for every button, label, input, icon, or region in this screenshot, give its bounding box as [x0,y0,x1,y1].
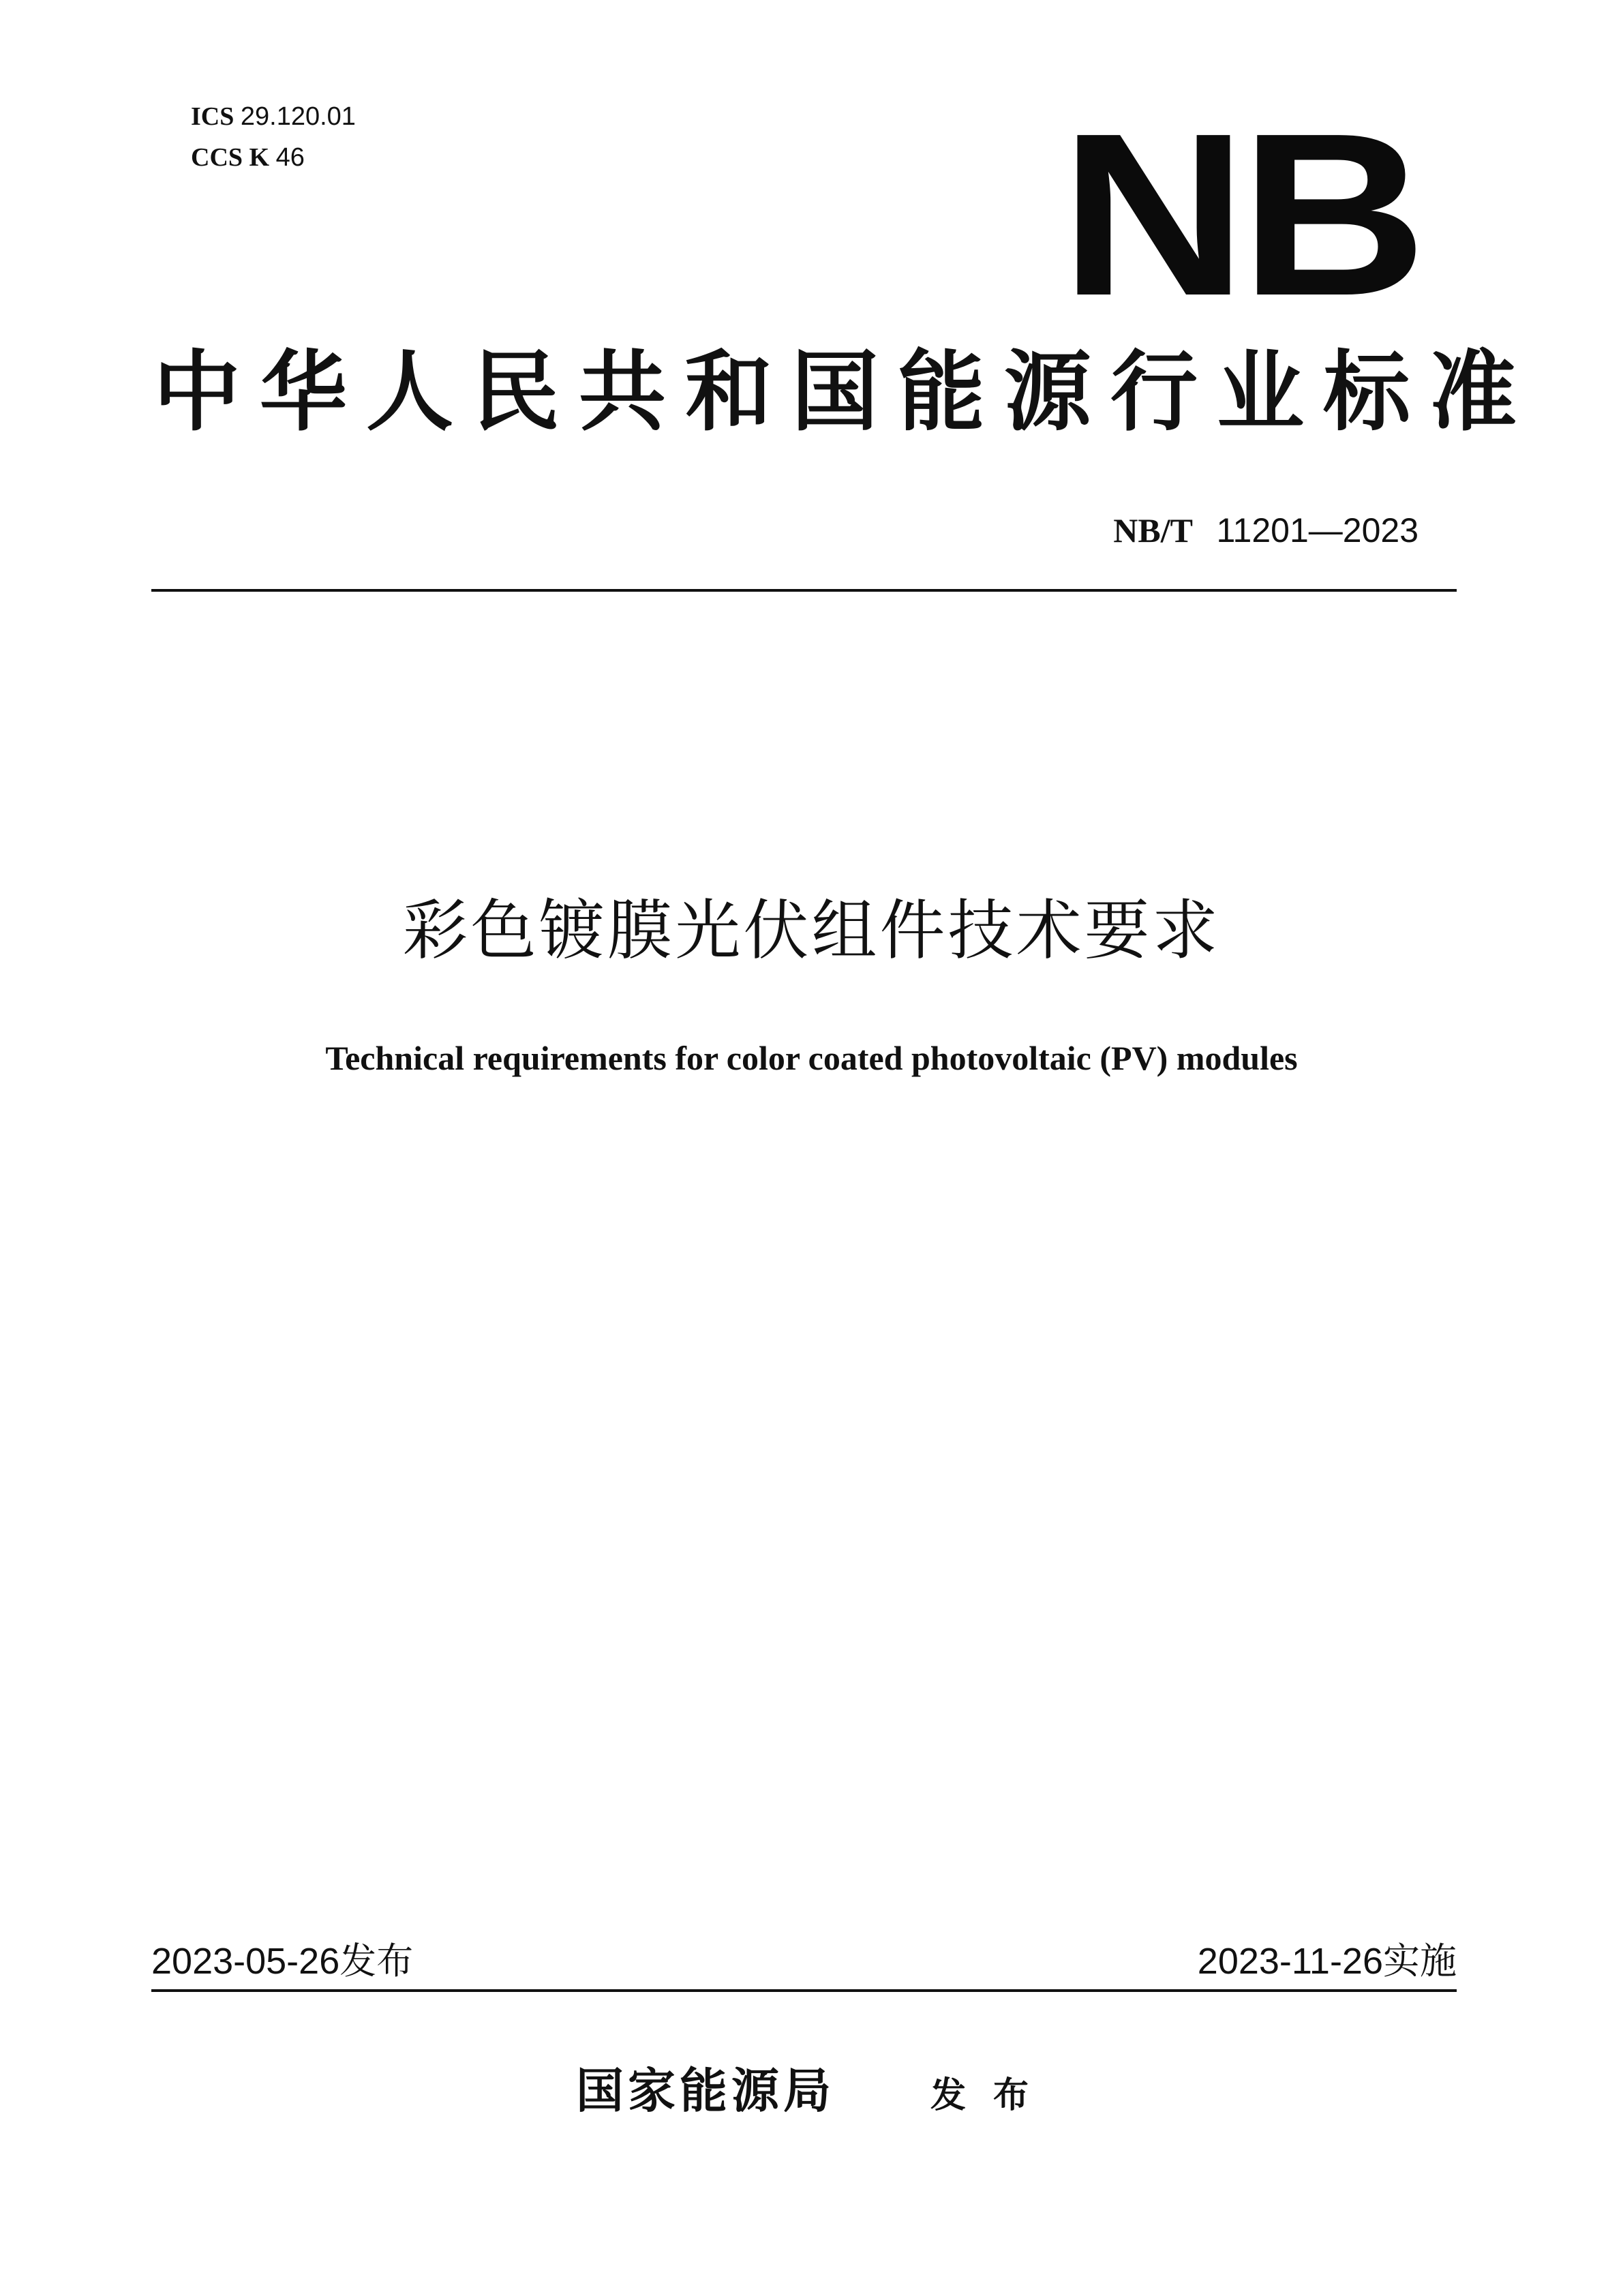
document-title-english: Technical requirements for color coated photovoltaic (PV) modules [325,1039,1298,1077]
implementation-date: 2023-11-26实施 [1197,1941,1457,1982]
ics-code: 29.120.01 [240,102,356,131]
issue-date: 2023-05-26发布 [151,1941,414,1982]
standard-code-prefix: NB/T [1113,511,1193,549]
nb-logo: NB [1060,85,1420,344]
ccs-label: CCS K [191,143,270,172]
document-title-chinese: 彩色镀膜光伏组件技术要求 [402,892,1221,969]
publisher-name: 国家能源局 [576,2062,835,2119]
standard-code [1113,510,1419,551]
standard-code-number: 11201—2023 [1216,511,1419,549]
publish-label: 发布 [930,2075,1057,2116]
bottom-divider [151,1989,1457,1992]
standard-type-heading: 中华人民共和国能源行业标准 [153,341,1536,443]
ccs-code: 46 [275,143,305,172]
ics-classification [191,101,356,132]
top-divider [151,589,1457,592]
ccs-classification [191,142,305,173]
ics-label: ICS [191,102,234,131]
